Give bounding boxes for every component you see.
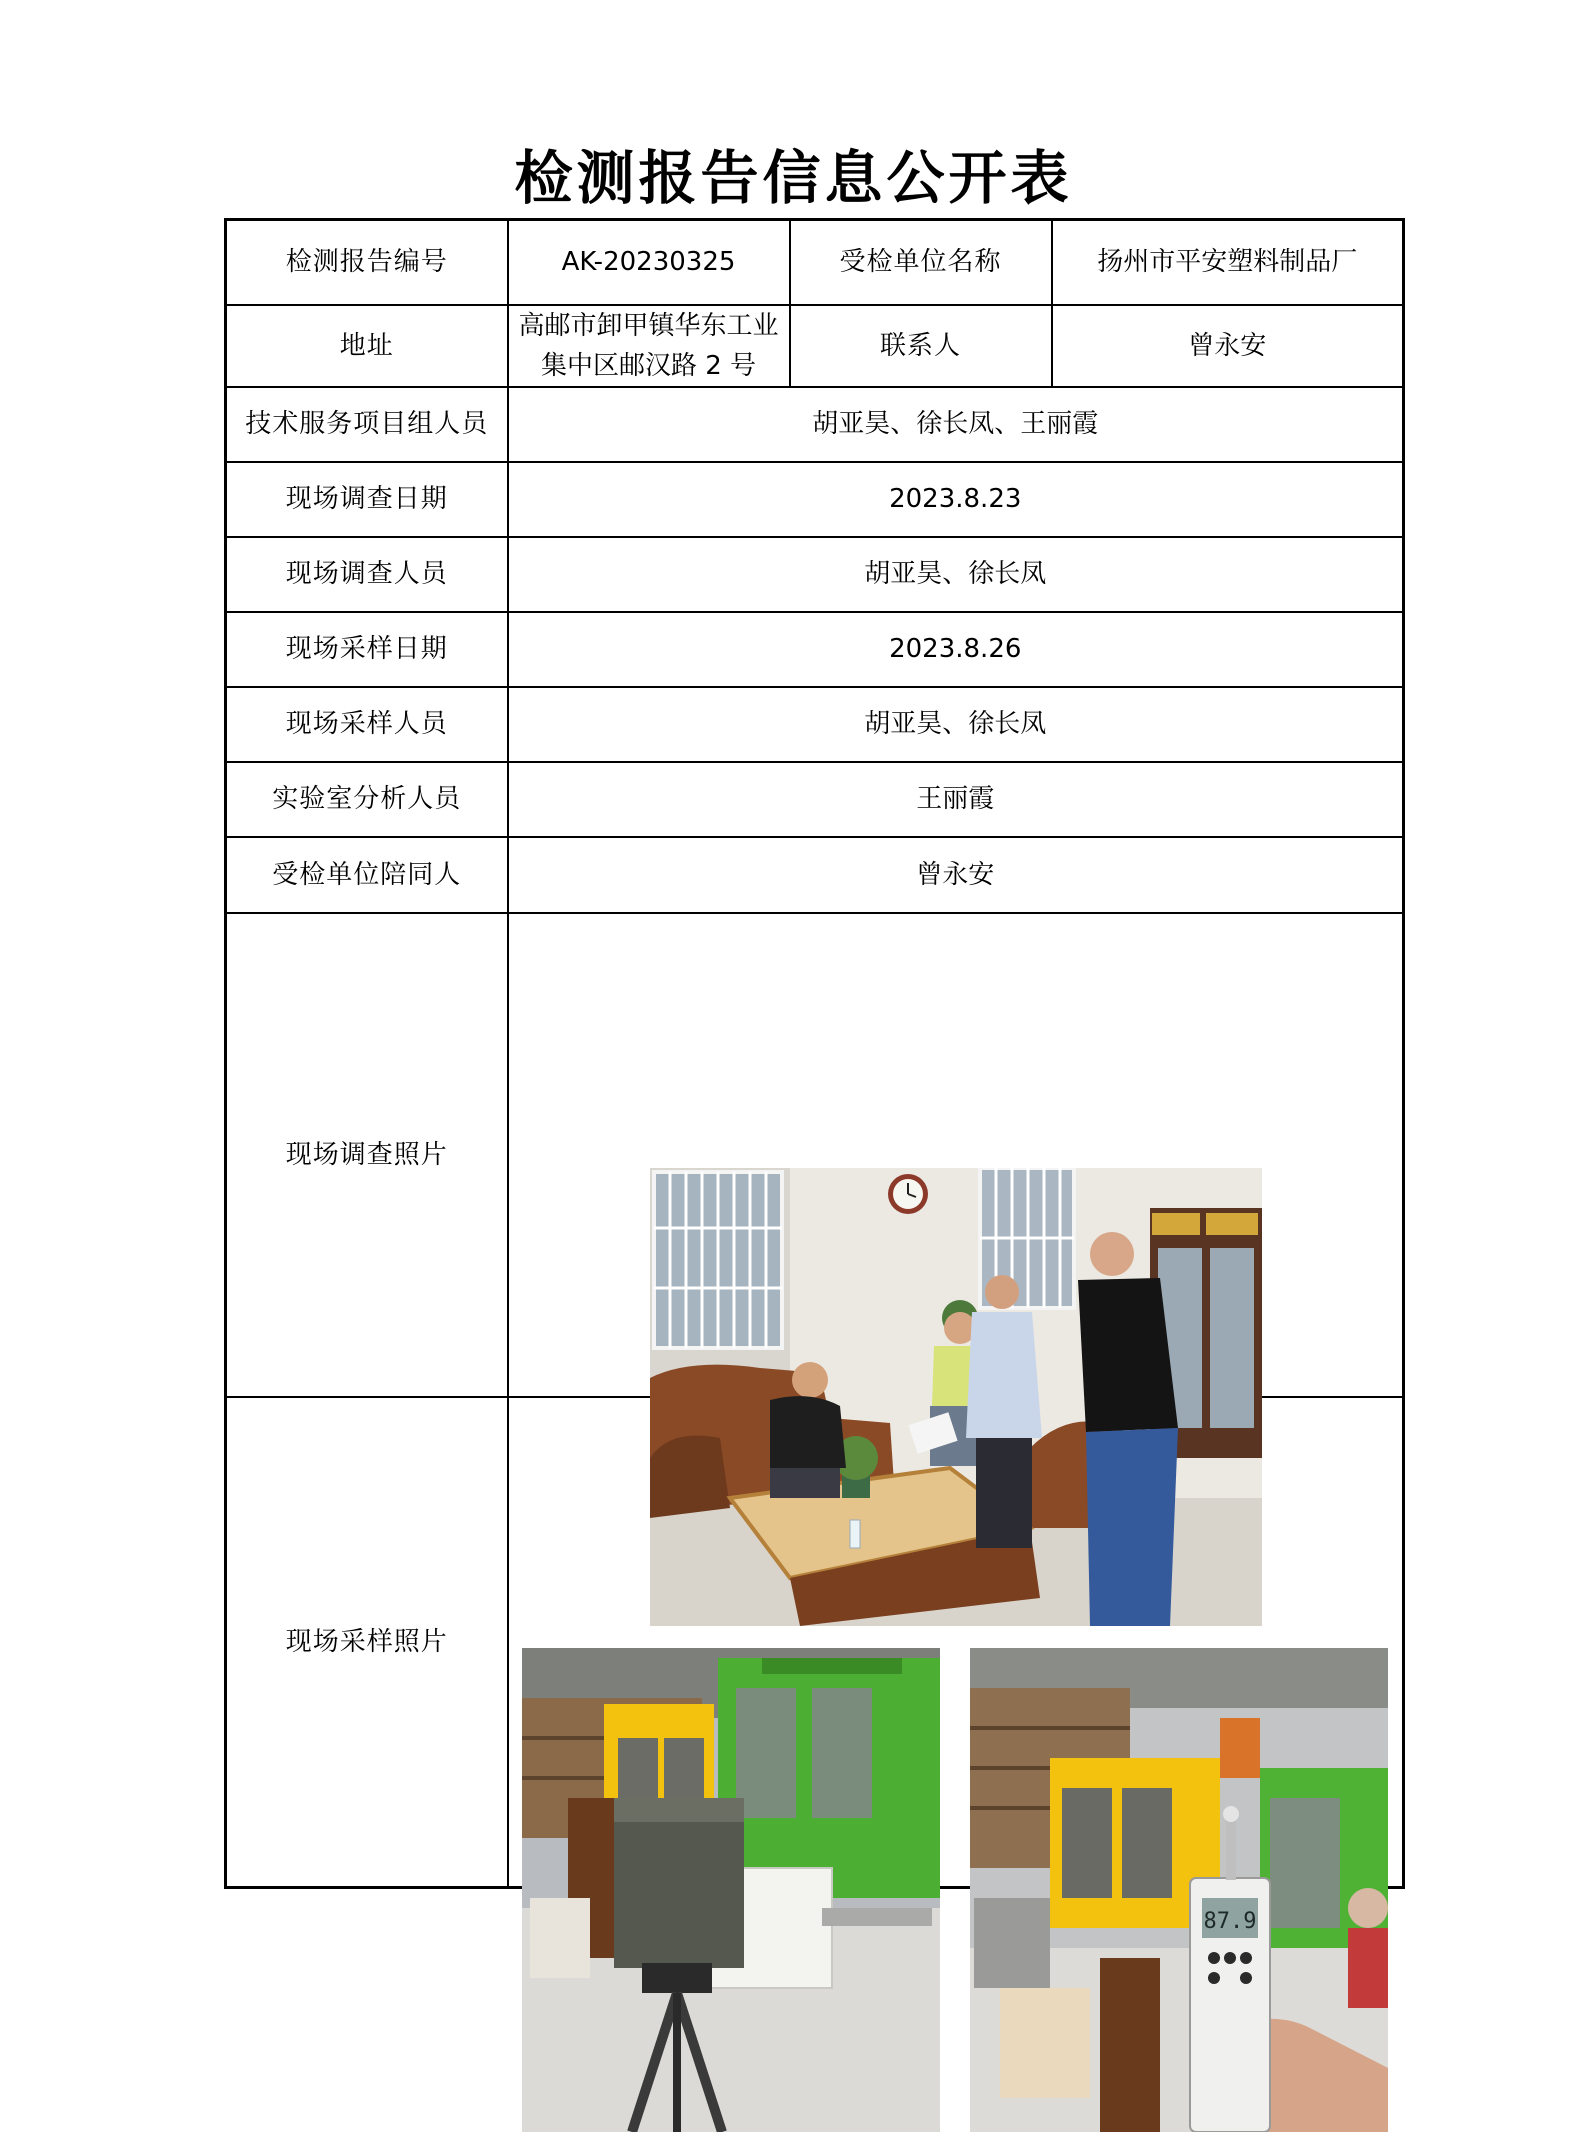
escort-value: 曾永安	[508, 837, 1404, 913]
row-survey-date	[226, 462, 1404, 537]
survey-photo-label: 现场调查照片	[226, 913, 508, 1397]
sampling-staff-value: 胡亚昊、徐长凤	[508, 687, 1404, 762]
row-address	[226, 305, 1404, 387]
report-number-label: 检测报告编号	[226, 220, 508, 305]
report-number-value: AK-20230325	[508, 220, 790, 305]
inspected-unit-label: 受检单位名称	[790, 220, 1052, 305]
address-value: 高邮市卸甲镇华东工业集中区邮汉路 2 号	[508, 305, 790, 387]
survey-date-value: 2023.8.23	[508, 462, 1404, 537]
contact-value: 曾永安	[1052, 305, 1404, 387]
survey-photo	[650, 1168, 1262, 1626]
sampling-photo-label: 现场采样照片	[226, 1397, 508, 1888]
row-lab-analyst	[226, 762, 1404, 837]
meter-reading: 87.9	[1203, 1908, 1256, 1934]
contact-label: 联系人	[790, 305, 1052, 387]
row-survey-staff	[226, 537, 1404, 612]
sampling-photo-left	[522, 1648, 940, 2132]
lab-analyst-value: 王丽霞	[508, 762, 1404, 837]
sampling-date-label: 现场采样日期	[226, 612, 508, 687]
inspected-unit-value: 扬州市平安塑料制品厂	[1052, 220, 1404, 305]
survey-staff-value: 胡亚昊、徐长凤	[508, 537, 1404, 612]
row-sampling-staff	[226, 687, 1404, 762]
address-label: 地址	[226, 305, 508, 387]
report-info-table	[224, 218, 1405, 1934]
survey-staff-label: 现场调查人员	[226, 537, 508, 612]
sampling-staff-label: 现场采样人员	[226, 687, 508, 762]
row-survey-photo	[226, 913, 1404, 1397]
row-project-team	[226, 387, 1404, 462]
sampling-date-value: 2023.8.26	[508, 612, 1404, 687]
page-title: 检测报告信息公开表	[514, 144, 1073, 212]
row-report-number	[226, 220, 1404, 305]
lab-analyst-label: 实验室分析人员	[226, 762, 508, 837]
project-team-value: 胡亚昊、徐长凤、王丽霞	[508, 387, 1404, 462]
survey-date-label: 现场调查日期	[226, 462, 508, 537]
project-team-label: 技术服务项目组人员	[226, 387, 508, 462]
escort-label: 受检单位陪同人	[226, 837, 508, 913]
row-sampling-date	[226, 612, 1404, 687]
row-escort	[226, 837, 1404, 913]
sampling-photo-right	[970, 1648, 1388, 2132]
survey-photo-cell	[508, 913, 1404, 1397]
